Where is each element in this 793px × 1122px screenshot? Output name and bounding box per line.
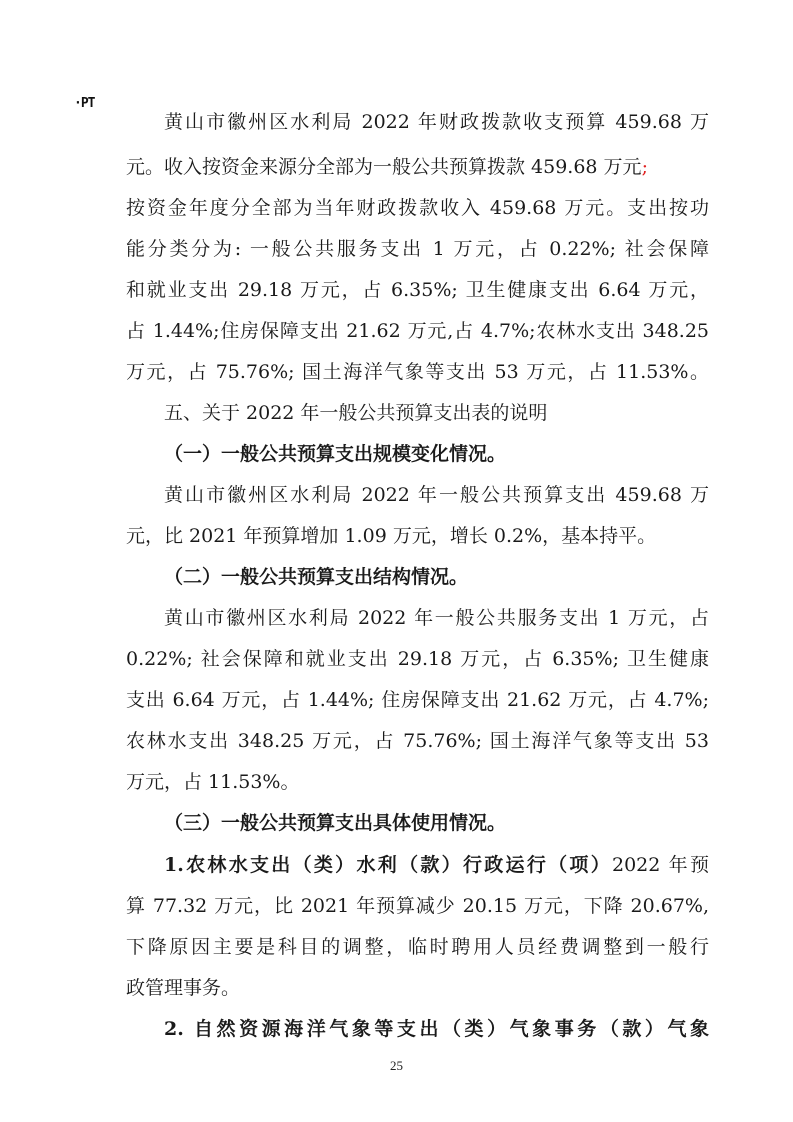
paragraph-3-line-4: 农林水支出 348.25 万元，占 75.76%; 国土海洋气象等支出 53 bbox=[126, 730, 709, 752]
page-number: 25 bbox=[390, 1058, 403, 1073]
paragraph-1-line-4: 能分类分为: 一般公共服务支出 1 万元，占 0.22%; 社会保障 bbox=[126, 238, 709, 260]
paragraph-1-line-1: 黄山市徽州区水利局 2022 年财政拨款收支预算 459.68 万 bbox=[164, 111, 709, 133]
item-1-heading: 1.农林水支出（类）水利（款）行政运行（项） bbox=[164, 854, 612, 876]
paragraph-1-line-5: 和就业支出 29.18 万元，占 6.35%; 卫生健康支出 6.64 万元， bbox=[126, 279, 709, 301]
paragraph-3-line-1: 黄山市徽州区水利局 2022 年一般公共服务支出 1 万元，占 bbox=[164, 607, 709, 629]
paragraph-3-line-2: 0.22%; 社会保障和就业支出 29.18 万元，占 6.35%; 卫生健康 bbox=[126, 648, 709, 670]
subsection-3-title: （三）一般公共预算支出具体使用情况。 bbox=[164, 812, 507, 834]
item-1-line-4: 政管理事务。 bbox=[126, 977, 241, 999]
item-1-line-3: 下降原因主要是科目的调整，临时聘用人员经费调整到一般行 bbox=[126, 936, 709, 958]
red-semicolon: ; bbox=[641, 156, 648, 178]
paragraph-2-line-2: 元，比 2021 年预算增加 1.09 万元，增长 0.2%，基本持平。 bbox=[126, 525, 657, 547]
item-1-line-1 bbox=[164, 853, 709, 877]
paragraph-1-line-7: 万元，占 75.76%; 国土海洋气象等支出 53 万元，占 11.53%。 bbox=[126, 361, 709, 383]
section-5-title: 五、关于 2022 年一般公共预算支出表的说明 bbox=[164, 402, 548, 424]
item-2-line-1: 2. 自然资源海洋气象等支出（类）气象事务（款）气象 bbox=[164, 1018, 709, 1040]
subsection-2-title: （二）一般公共预算支出结构情况。 bbox=[164, 566, 469, 588]
paragraph-3-line-5: 万元，占 11.53%。 bbox=[126, 771, 300, 793]
item-1-line-1-rest: 2022 年预 bbox=[612, 854, 709, 876]
subsection-1-title: （一）一般公共预算支出规模变化情况。 bbox=[164, 443, 507, 465]
item-1-line-2: 算 77.32 万元，比 2021 年预算减少 20.15 万元，下降 20.67%, bbox=[126, 895, 709, 917]
paragraph-3-line-3: 支出 6.64 万元，占 1.44%; 住房保障支出 21.62 万元，占 4.7%; bbox=[126, 689, 709, 711]
paragraph-1-line-6: 占 1.44%;住房保障支出 21.62 万元,占 4.7%;农林水支出 348.25 bbox=[126, 320, 709, 342]
paragraph-2-line-1: 黄山市徽州区水利局 2022 年一般公共预算支出 459.68 万 bbox=[164, 484, 709, 506]
corner-marker: ·PT bbox=[74, 96, 95, 111]
paragraph-1-line-3: 按资金年度分全部为当年财政拨款收入 459.68 万元。支出按功 bbox=[126, 197, 709, 219]
paragraph-1-line-2 bbox=[126, 155, 709, 179]
paragraph-1-line-2-text: 元。收入按资金来源分全部为一般公共预算拨款 459.68 万元 bbox=[126, 156, 642, 178]
